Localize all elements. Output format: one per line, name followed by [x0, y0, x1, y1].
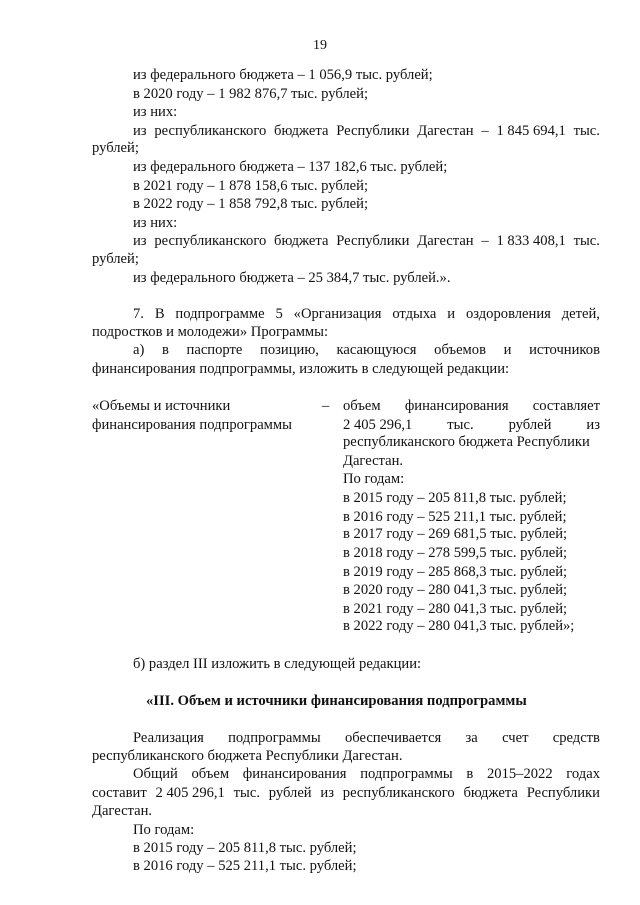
word: В [154, 305, 165, 322]
table-year-line: в 2019 году – 285 868,3 тыс. рублей; [343, 563, 568, 580]
word: бюджета [463, 784, 518, 801]
table-year-line: в 2018 году – 278 599,5 тыс. рублей; [343, 544, 568, 561]
section-line-1 [133, 729, 600, 747]
word: из [586, 416, 600, 433]
word: Дагестан [417, 233, 474, 250]
section-line-8: в 2016 году – 525 211,1 тыс. рублей; [133, 858, 357, 875]
word: Реализация [133, 729, 204, 746]
intro-line-1: из федерального бюджета – 1 056,9 тыс. рублей; [133, 66, 433, 83]
table-year-line: в 2022 году – 280 041,3 тыс. рублей»; [343, 618, 575, 635]
word: 2 405 296,1 [343, 416, 413, 433]
section-line-3 [133, 765, 600, 783]
table-dash: – [322, 397, 330, 414]
word: 5 [275, 305, 283, 322]
section-line-2: республиканского бюджета Республики Дагестан. [92, 747, 403, 764]
intro-line-7: в 2021 году – 1 878 158,6 тыс. рублей; [133, 177, 369, 194]
table-left-line-1: «Объемы и источники [92, 397, 231, 414]
word: 1 833 408,1 [496, 233, 566, 250]
word: и [447, 305, 456, 322]
intro-line-11: рублей; [92, 251, 139, 268]
section-line-4 [92, 784, 600, 802]
word: 2 405 296,1 [155, 784, 225, 801]
table-right-line-3: республиканского бюджета Республики [343, 434, 590, 451]
page-number: 19 [313, 38, 327, 53]
intro-line-6: из федерального бюджета – 137 182,6 тыс. рублей; [133, 158, 448, 175]
word: подпрограмме [175, 305, 265, 322]
word: отдыха [392, 305, 437, 322]
word: касающуюся [336, 342, 417, 359]
word: тыс. [447, 416, 474, 433]
word: объем [343, 397, 381, 414]
word: республиканского [154, 122, 267, 139]
word: источников [529, 342, 600, 359]
word: объем [191, 766, 230, 783]
word: тыс. [573, 122, 600, 139]
word: позицию, [260, 342, 319, 359]
table-year-line: в 2017 году – 269 681,5 тыс. рублей; [343, 526, 568, 543]
table-year-line: в 2015 году – 205 811,8 тыс. рублей; [343, 490, 567, 507]
intro-line-4 [133, 122, 600, 140]
intro-line-10 [133, 232, 600, 250]
table-year-line: в 2021 году – 280 041,3 тыс. рублей; [343, 600, 568, 617]
paragraph-b: б) раздел III изложить в следующей редакции: [133, 655, 422, 672]
word: из [133, 122, 147, 139]
word: – [481, 233, 489, 250]
table-left-line-2: финансирования подпрограммы [92, 416, 292, 433]
word: из [320, 784, 334, 801]
intro-line-9: из них: [133, 214, 178, 231]
section-line-7: в 2015 году – 205 811,8 тыс. рублей; [133, 839, 357, 856]
word: Дагестан [417, 122, 474, 139]
intro-line-12: из федерального бюджета – 25 384,7 тыс. рублей.». [133, 269, 451, 286]
table-right-line-4: Дагестан. [343, 452, 404, 469]
table-right-line-1 [343, 397, 600, 415]
table-year-line: в 2020 году – 280 041,3 тыс. рублей; [343, 582, 568, 599]
intro-line-8: в 2022 году – 1 858 792,8 тыс. рублей; [133, 196, 369, 213]
intro-line-2: в 2020 году – 1 982 876,7 тыс. рублей; [133, 85, 369, 102]
table-year-line: в 2016 году – 525 211,1 тыс. рублей; [343, 508, 567, 525]
intro-line-5: рублей; [92, 140, 139, 157]
word: республиканского [154, 233, 267, 250]
section-heading: «III. Объем и источники финансирования подпрограммы [146, 692, 527, 709]
word: обеспечивается [344, 729, 442, 746]
word: Общий [133, 766, 178, 783]
word: 1 845 694,1 [496, 122, 566, 139]
word: 7. [133, 305, 144, 322]
table-right-line-2 [343, 416, 600, 434]
word: паспорте [186, 342, 243, 359]
word: детей, [561, 305, 600, 322]
word: Республики [526, 784, 600, 801]
word: «Организация [293, 305, 382, 322]
word: из [133, 233, 147, 250]
p7-line-3 [133, 341, 600, 359]
word: финансирования [242, 766, 347, 783]
word: Республики [336, 233, 410, 250]
word: рублей [268, 784, 312, 801]
table-right-line-5: По годам: [343, 471, 405, 488]
intro-line-3: из них: [133, 104, 178, 121]
word: а) [133, 342, 145, 359]
word: за [465, 729, 478, 746]
p7-line-1 [133, 305, 600, 323]
word: подпрограммы [228, 729, 321, 746]
word: бюджета [274, 122, 329, 139]
word: объемов [434, 342, 486, 359]
word: 2015–2022 [486, 766, 553, 783]
p7-line-2: подростков и молодежи» Программы: [92, 323, 329, 340]
word: счет [502, 729, 529, 746]
word: тыс. [233, 784, 260, 801]
word: в [161, 342, 169, 359]
word: республиканского [342, 784, 455, 801]
word: средств [552, 729, 600, 746]
word: в [466, 766, 474, 783]
word: рублей [508, 416, 552, 433]
word: составляет [532, 397, 600, 414]
p7-line-4: финансирования подпрограммы, изложить в следующей редакции: [92, 360, 510, 377]
word: подпрограммы [360, 766, 453, 783]
word: тыс. [573, 233, 600, 250]
word: финансирования [404, 397, 509, 414]
word: годах [566, 766, 600, 783]
word: составит [92, 784, 147, 801]
word: оздоровления [465, 305, 551, 322]
word: Республики [336, 122, 410, 139]
word: – [481, 122, 489, 139]
word: бюджета [274, 233, 329, 250]
section-line-6: По годам: [133, 822, 195, 839]
word: и [503, 342, 512, 359]
section-line-5: Дагестан. [92, 803, 153, 820]
